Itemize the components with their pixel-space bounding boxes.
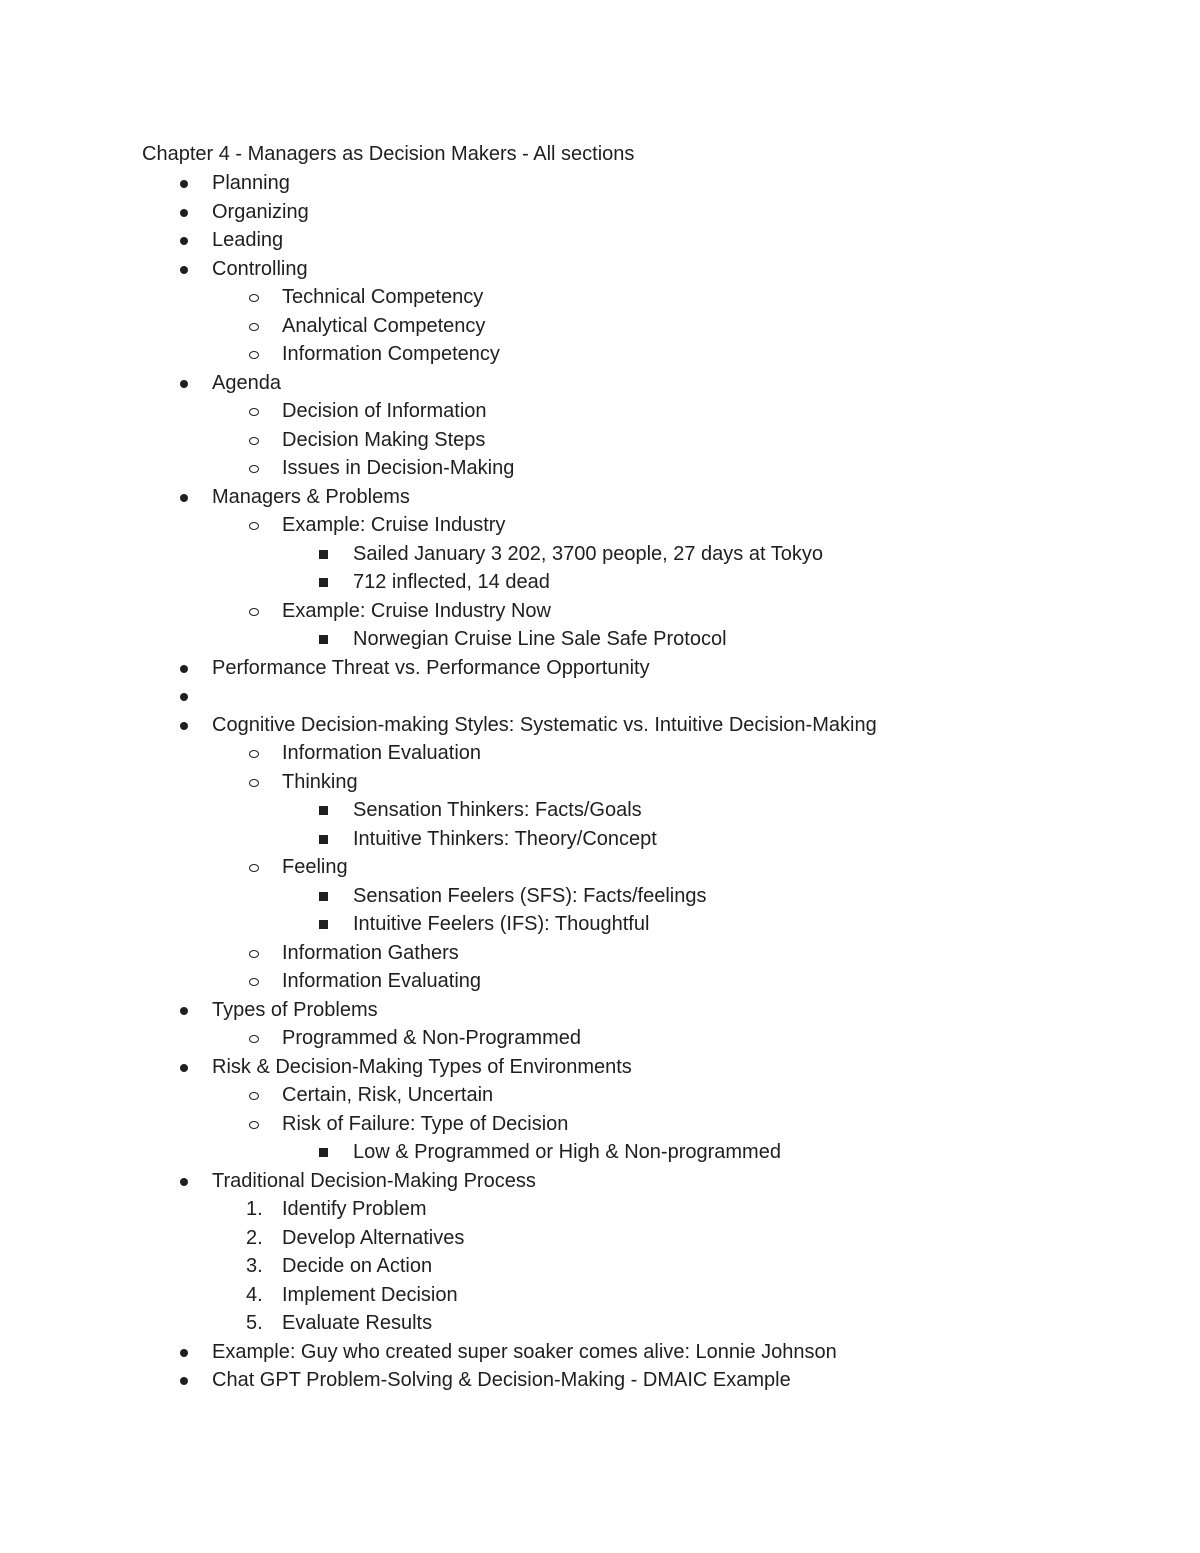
- list-item: [0, 768, 1200, 797]
- list-item-text: Risk & Decision-Making Types of Environments: [212, 1055, 632, 1078]
- list-item-text: Leading: [212, 229, 284, 251]
- bullet-circle-icon: [249, 1092, 259, 1100]
- list-item: [0, 625, 1200, 654]
- bullet-square-icon: [319, 1148, 328, 1157]
- list-item-text: Information Evaluation: [282, 742, 482, 764]
- list-item: [0, 996, 1200, 1025]
- list-item-text: Traditional Decision-Making Process: [212, 1169, 536, 1192]
- list-item-text: Sensation Feelers (SFS): Facts/feelings: [353, 884, 707, 907]
- bullet-disc-icon: [180, 180, 188, 188]
- list-item: [0, 654, 1200, 683]
- bullet-disc-icon: [180, 237, 188, 245]
- list-item-text: Intuitive Feelers (IFS): Thoughtful: [353, 913, 650, 935]
- list-item: [0, 483, 1200, 512]
- list-item: [0, 1366, 1200, 1395]
- bullet-circle-icon: [249, 1035, 259, 1043]
- list-item-text: Feeling: [282, 856, 348, 878]
- list-number: 5.: [246, 1312, 263, 1334]
- list-number: 3.: [246, 1255, 263, 1277]
- list-item: [0, 1138, 1200, 1167]
- outline-list: [0, 169, 1200, 1395]
- list-item-text: Information Evaluating: [282, 970, 482, 992]
- list-item-text: Types of Problems: [212, 998, 378, 1021]
- list-item-text: Managers & Problems: [212, 485, 410, 508]
- list-item: [0, 739, 1200, 768]
- bullet-square-icon: [319, 578, 328, 587]
- list-item: [0, 1081, 1200, 1110]
- list-item-text: Sailed January 3 202, 3700 people, 27 days at Tokyo: [353, 542, 823, 565]
- list-item: [0, 226, 1200, 255]
- bullet-circle-icon: [249, 950, 259, 958]
- list-item-text: Technical Competency: [282, 286, 484, 308]
- list-item: [0, 540, 1200, 569]
- list-item-text: Controlling: [212, 257, 308, 280]
- list-item: [0, 910, 1200, 939]
- list-item: [0, 169, 1200, 198]
- bullet-square-icon: [319, 835, 328, 844]
- bullet-square-icon: [319, 806, 328, 815]
- list-item-text: Decision Making Steps: [282, 428, 486, 451]
- bullet-circle-icon: [249, 978, 259, 986]
- bullet-disc-icon: [180, 1064, 188, 1072]
- list-item: [0, 312, 1200, 341]
- list-item-text: Decide on Action: [282, 1255, 433, 1277]
- list-item-text: Thinking: [282, 770, 358, 793]
- list-item: [0, 369, 1200, 398]
- bullet-circle-icon: [249, 779, 259, 787]
- list-item-text: Example: Cruise Industry: [282, 514, 506, 536]
- list-item: [0, 882, 1200, 911]
- list-item-text: Cognitive Decision-making Styles: Systematic vs. Intuitive Decision-Making: [212, 713, 877, 736]
- list-item: [0, 711, 1200, 740]
- list-item: [0, 939, 1200, 968]
- bullet-disc-icon: [180, 1349, 188, 1357]
- list-item: [0, 853, 1200, 882]
- document-title: Chapter 4 - Managers as Decision Makers - All sections: [142, 143, 635, 165]
- bullet-circle-icon: [249, 1121, 259, 1129]
- list-item: [0, 682, 1200, 711]
- list-item-text: Information Competency: [282, 343, 500, 365]
- bullet-disc-icon: [180, 494, 188, 502]
- bullet-square-icon: [319, 635, 328, 644]
- bullet-circle-icon: [249, 750, 259, 758]
- list-item: [0, 796, 1200, 825]
- list-item-text: Example: Guy who created super soaker comes alive: Lonnie Johnson: [212, 1340, 837, 1363]
- list-item: [0, 340, 1200, 369]
- list-item: [0, 1224, 1200, 1253]
- bullet-disc-icon: [180, 1178, 188, 1186]
- list-item: [0, 255, 1200, 284]
- list-item: [0, 283, 1200, 312]
- bullet-circle-icon: [249, 351, 259, 359]
- list-number: 2.: [246, 1226, 263, 1249]
- list-item-text: Norwegian Cruise Line Sale Safe Protocol: [353, 628, 727, 650]
- bullet-square-icon: [319, 920, 328, 929]
- list-item-text: Planning: [212, 172, 290, 194]
- list-item-text: Intuitive Thinkers: Theory/Concept: [353, 827, 657, 850]
- bullet-disc-icon: [180, 665, 188, 673]
- bullet-circle-icon: [249, 522, 259, 530]
- list-item: [0, 511, 1200, 540]
- list-item-text: Example: Cruise Industry Now: [282, 599, 551, 622]
- list-item-text: Chat GPT Problem-Solving & Decision-Making - DMAIC Example: [212, 1369, 791, 1391]
- list-item: [0, 1309, 1200, 1338]
- list-item: [0, 1024, 1200, 1053]
- bullet-circle-icon: [249, 864, 259, 872]
- list-item: [0, 1195, 1200, 1224]
- bullet-square-icon: [319, 550, 328, 559]
- list-item-text: Performance Threat vs. Performance Opportunity: [212, 656, 650, 679]
- list-item-text: Agenda: [212, 371, 281, 394]
- bullet-circle-icon: [249, 608, 259, 616]
- bullet-circle-icon: [249, 437, 259, 445]
- bullet-disc-icon: [180, 693, 188, 701]
- bullet-circle-icon: [249, 465, 259, 473]
- list-item: [0, 397, 1200, 426]
- bullet-circle-icon: [249, 408, 259, 416]
- list-number: 4.: [246, 1283, 263, 1306]
- bullet-disc-icon: [180, 1377, 188, 1385]
- list-item-text: Issues in Decision-Making: [282, 457, 515, 479]
- list-item-text: Certain, Risk, Uncertain: [282, 1084, 494, 1106]
- bullet-disc-icon: [180, 380, 188, 388]
- list-item-text: Risk of Failure: Type of Decision: [282, 1112, 569, 1135]
- list-item: [0, 1252, 1200, 1281]
- list-item: [0, 568, 1200, 597]
- list-item: [0, 1281, 1200, 1310]
- list-item: [0, 967, 1200, 996]
- list-item-text: Decision of Information: [282, 400, 487, 422]
- list-item-text: Identify Problem: [282, 1198, 427, 1220]
- list-item-text: Evaluate Results: [282, 1312, 433, 1334]
- list-item: [0, 454, 1200, 483]
- bullet-square-icon: [319, 892, 328, 901]
- list-item-text: Information Gathers: [282, 941, 459, 964]
- list-item-text: 712 inflected, 14 dead: [353, 571, 550, 593]
- list-item-text: Programmed & Non-Programmed: [282, 1027, 581, 1049]
- list-item: [0, 1110, 1200, 1139]
- list-number: 1.: [246, 1198, 263, 1220]
- list-item-text: Low & Programmed or High & Non-programmed: [353, 1141, 781, 1163]
- list-item: [0, 426, 1200, 455]
- list-item: [0, 597, 1200, 626]
- bullet-circle-icon: [249, 294, 259, 302]
- list-item-text: Implement Decision: [282, 1283, 458, 1306]
- bullet-disc-icon: [180, 722, 188, 730]
- bullet-disc-icon: [180, 209, 188, 217]
- list-item-text: Analytical Competency: [282, 314, 486, 337]
- bullet-disc-icon: [180, 266, 188, 274]
- bullet-circle-icon: [249, 323, 259, 331]
- list-item-text: Develop Alternatives: [282, 1226, 465, 1249]
- list-item: [0, 1338, 1200, 1367]
- list-item: [0, 825, 1200, 854]
- list-item-text: Organizing: [212, 200, 309, 223]
- list-item: [0, 1167, 1200, 1196]
- bullet-disc-icon: [180, 1007, 188, 1015]
- list-item: [0, 198, 1200, 227]
- list-item-text: Sensation Thinkers: Facts/Goals: [353, 799, 642, 821]
- list-item: [0, 1053, 1200, 1082]
